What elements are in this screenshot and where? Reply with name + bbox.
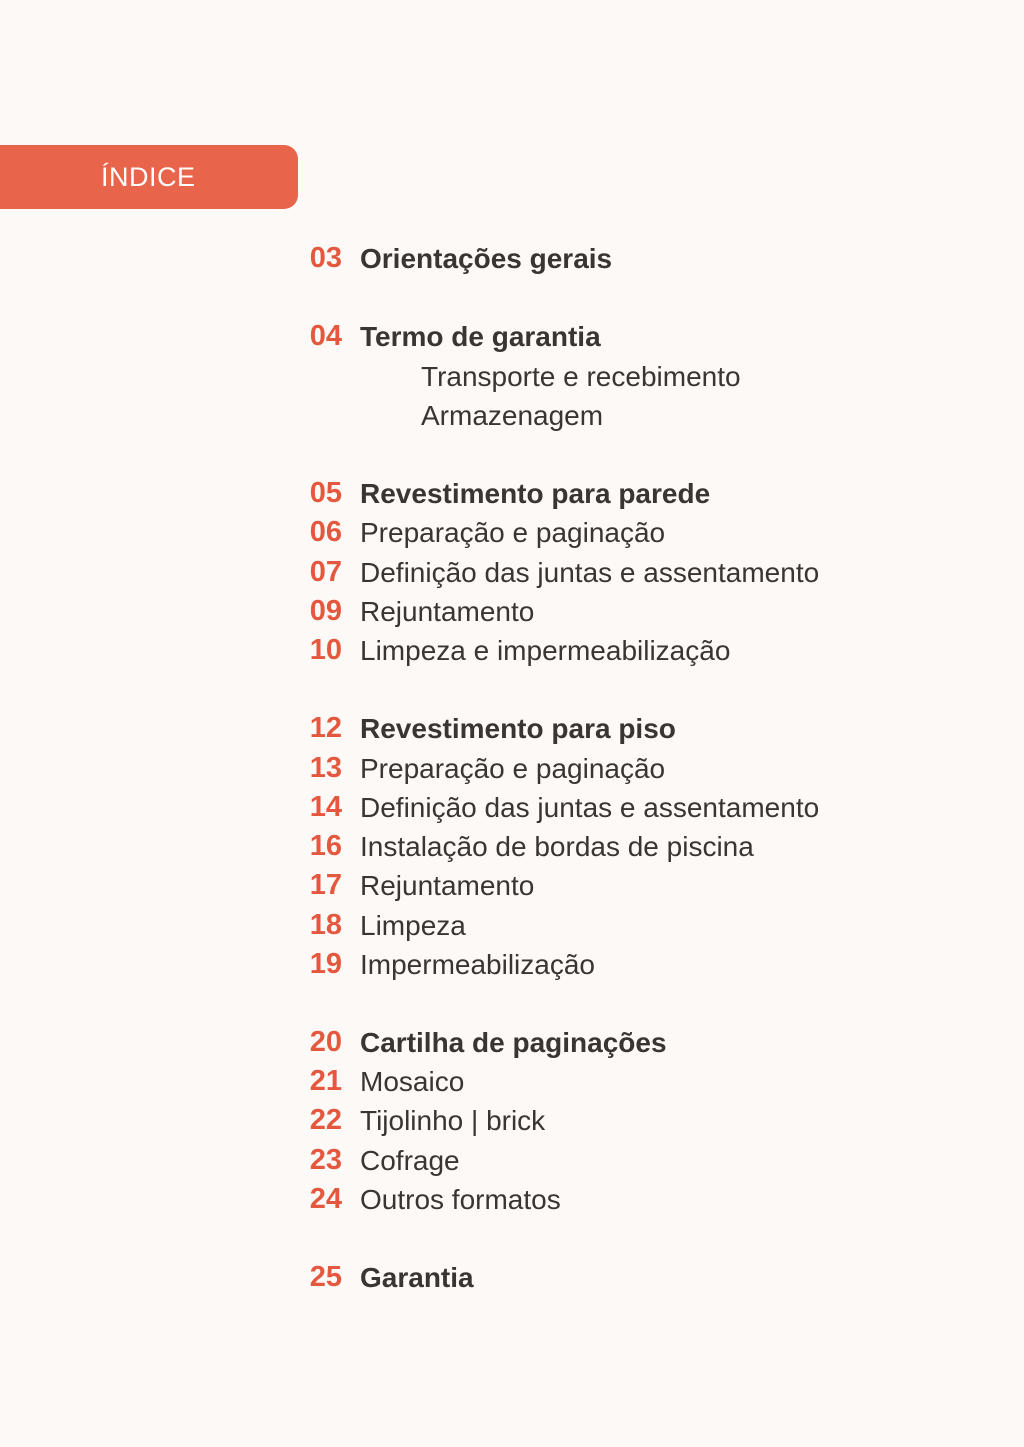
toc-title: Instalação de bordas de piscina xyxy=(360,831,754,862)
toc-subtitle: Armazenagem xyxy=(421,400,604,431)
toc-entry[interactable] xyxy=(0,788,1024,827)
toc-title: Mosaico xyxy=(360,1066,465,1097)
toc-title: Cartilha de paginações xyxy=(360,1027,667,1058)
toc-entry[interactable] xyxy=(0,906,1024,945)
toc-page-number: 14 xyxy=(309,791,342,823)
toc-entry[interactable] xyxy=(0,1258,1024,1297)
toc-page-number: 24 xyxy=(309,1183,342,1215)
toc-page-number: 18 xyxy=(309,909,342,941)
toc-entry[interactable] xyxy=(0,1101,1024,1140)
toc-entry[interactable] xyxy=(0,553,1024,592)
toc-page-number: 20 xyxy=(309,1026,342,1058)
toc-page-number: 25 xyxy=(309,1261,342,1293)
toc-entry[interactable] xyxy=(0,317,1024,356)
toc-title: Tijolinho | brick xyxy=(360,1105,546,1136)
toc-title: Preparação e paginação xyxy=(360,517,666,548)
toc-page-number: 16 xyxy=(309,830,342,862)
toc-page-number: 12 xyxy=(309,712,342,744)
toc-entry[interactable] xyxy=(0,749,1024,788)
toc-title: Termo de garantia xyxy=(360,321,601,352)
toc-entry[interactable] xyxy=(0,866,1024,905)
toc-page-number: 10 xyxy=(309,634,342,666)
toc-title: Outros formatos xyxy=(360,1184,561,1215)
toc-entry[interactable] xyxy=(0,1023,1024,1062)
toc-page-number: 17 xyxy=(309,869,342,901)
toc-entry[interactable] xyxy=(0,631,1024,670)
toc-title: Definição das juntas e assentamento xyxy=(360,792,820,823)
toc-entry[interactable] xyxy=(0,1180,1024,1219)
toc-title: Orientações gerais xyxy=(360,243,613,274)
toc-subtitle: Transporte e recebimento xyxy=(421,361,741,392)
toc-title: Rejuntamento xyxy=(360,596,535,627)
toc-entry[interactable] xyxy=(0,709,1024,748)
toc-entry[interactable] xyxy=(0,827,1024,866)
toc-page-number: 03 xyxy=(309,242,342,274)
toc-title: Revestimento para piso xyxy=(360,713,676,744)
toc-entry[interactable] xyxy=(0,945,1024,984)
toc-page-number: 13 xyxy=(309,752,342,784)
toc-entry[interactable] xyxy=(0,592,1024,631)
toc-title: Garantia xyxy=(360,1262,474,1293)
toc-entry[interactable] xyxy=(0,1062,1024,1101)
toc-page-number: 21 xyxy=(309,1065,342,1097)
toc-page-number: 07 xyxy=(309,556,342,588)
toc-page-number: 23 xyxy=(309,1144,342,1176)
index-title: ÍNDICE xyxy=(101,161,196,192)
toc-title: Definição das juntas e assentamento xyxy=(360,557,820,588)
toc-page-number: 05 xyxy=(309,477,342,509)
toc-title: Rejuntamento xyxy=(360,870,535,901)
toc-title: Limpeza e impermeabilização xyxy=(360,635,731,666)
toc-page-number: 09 xyxy=(309,595,342,627)
toc-title: Preparação e paginação xyxy=(360,753,666,784)
toc-entry[interactable] xyxy=(0,1141,1024,1180)
toc-page-number: 19 xyxy=(309,948,342,980)
toc-title: Revestimento para parede xyxy=(360,478,711,509)
toc-page-number: 06 xyxy=(309,516,342,548)
toc-page-number: 04 xyxy=(309,320,342,352)
toc-title: Cofrage xyxy=(360,1145,460,1176)
toc-title: Limpeza xyxy=(360,910,466,941)
index-header-tab xyxy=(0,145,298,209)
toc-subentry[interactable] xyxy=(0,396,1024,435)
toc-page-number: 22 xyxy=(309,1104,342,1136)
toc-subentry[interactable] xyxy=(0,357,1024,396)
toc-entry[interactable] xyxy=(0,474,1024,513)
toc-title: Impermeabilização xyxy=(360,949,595,980)
toc-entry[interactable] xyxy=(0,513,1024,552)
toc-entry[interactable] xyxy=(0,239,1024,278)
